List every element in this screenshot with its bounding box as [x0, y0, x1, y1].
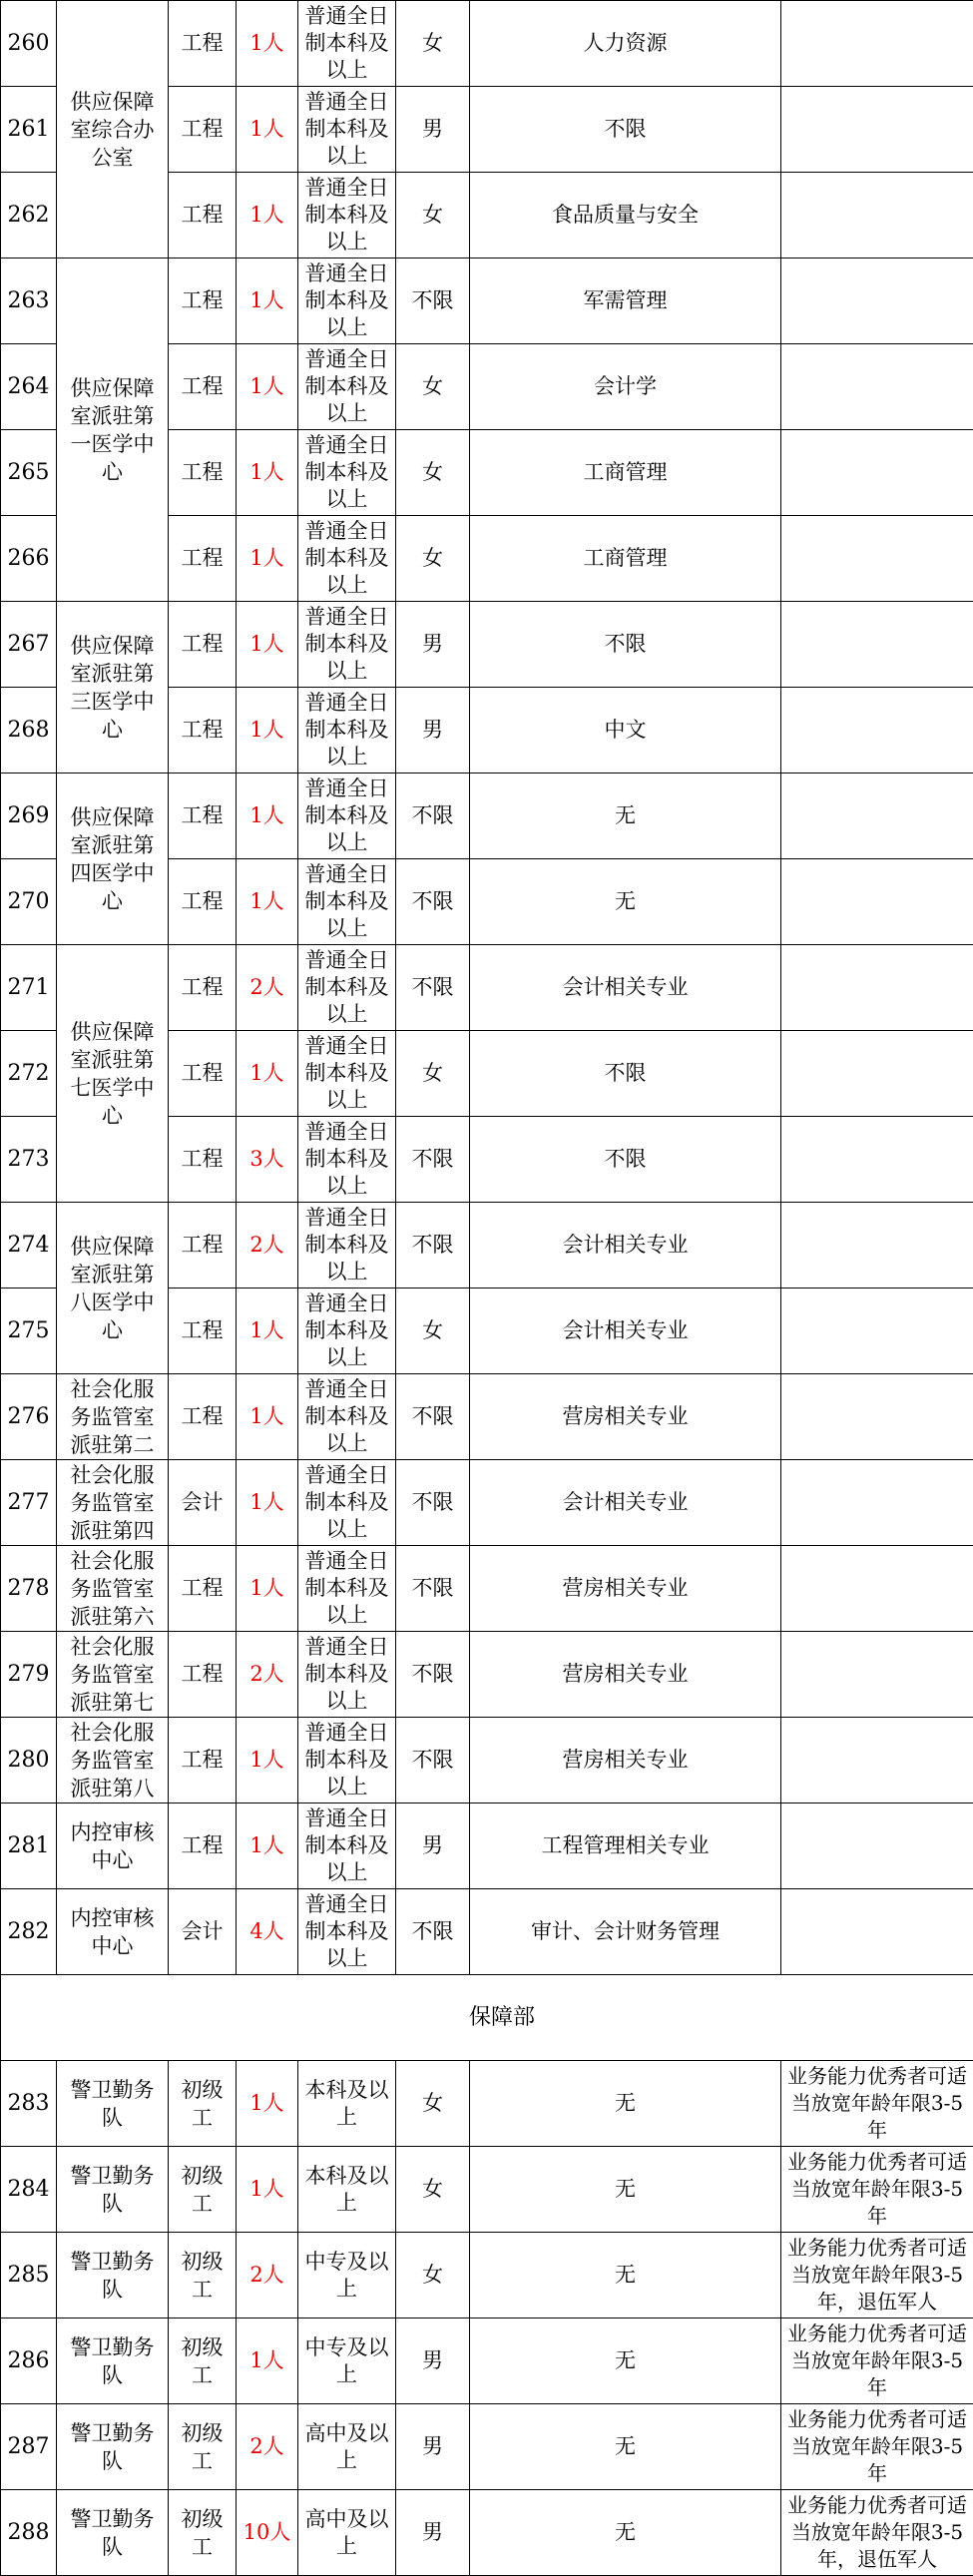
- job-type: 工程: [169, 602, 237, 688]
- gender-requirement: 男: [396, 87, 470, 173]
- headcount: 1人: [237, 859, 298, 945]
- table-row: [1, 1460, 973, 1546]
- department-cell: 供应保障室综合办公室: [57, 1, 169, 258]
- remarks: [781, 773, 973, 859]
- section-row: [1, 1975, 973, 2061]
- major-requirement: 无: [470, 2404, 781, 2490]
- row-number: 268: [1, 688, 57, 773]
- headcount: 1人: [237, 173, 298, 258]
- gender-requirement: 不限: [396, 1460, 470, 1546]
- row-number: 286: [1, 2318, 57, 2404]
- headcount: 1人: [237, 2147, 298, 2233]
- job-type: 工程: [169, 1546, 237, 1632]
- row-number: 274: [1, 1203, 57, 1288]
- row-number: 267: [1, 602, 57, 688]
- row-number: 269: [1, 773, 57, 859]
- education-requirement: 普通全日制本科及以上: [298, 1803, 396, 1889]
- row-number: 264: [1, 344, 57, 430]
- job-type: 工程: [169, 344, 237, 430]
- education-requirement: 普通全日制本科及以上: [298, 1889, 396, 1975]
- table-row: [1, 1632, 973, 1718]
- education-requirement: 普通全日制本科及以上: [298, 258, 396, 344]
- table-row: [1, 945, 973, 1031]
- gender-requirement: 女: [396, 1, 470, 87]
- headcount: 1人: [237, 602, 298, 688]
- education-requirement: 本科及以上: [298, 2061, 396, 2147]
- table-row: [1, 1546, 973, 1632]
- remarks: [781, 516, 973, 602]
- gender-requirement: 男: [396, 602, 470, 688]
- headcount: 1人: [237, 1, 298, 87]
- major-requirement: 会计学: [470, 344, 781, 430]
- major-requirement: 无: [470, 2318, 781, 2404]
- major-requirement: 不限: [470, 1117, 781, 1203]
- department-cell: 社会化服务监管室派驻第六: [57, 1546, 169, 1632]
- job-type: 工程: [169, 1803, 237, 1889]
- row-number: 261: [1, 87, 57, 173]
- major-requirement: 审计、会计财务管理: [470, 1889, 781, 1975]
- gender-requirement: 女: [396, 430, 470, 516]
- gender-requirement: 女: [396, 344, 470, 430]
- headcount: 1人: [237, 688, 298, 773]
- education-requirement: 普通全日制本科及以上: [298, 516, 396, 602]
- major-requirement: 营房相关专业: [470, 1374, 781, 1460]
- row-number: 275: [1, 1288, 57, 1374]
- headcount: 10人: [237, 2490, 298, 2576]
- remarks: [781, 1117, 973, 1203]
- remarks: [781, 1889, 973, 1975]
- gender-requirement: 不限: [396, 1203, 470, 1288]
- remarks: [781, 1374, 973, 1460]
- major-requirement: 工商管理: [470, 516, 781, 602]
- education-requirement: 普通全日制本科及以上: [298, 1117, 396, 1203]
- education-requirement: 本科及以上: [298, 2147, 396, 2233]
- table-row: [1, 1203, 973, 1288]
- row-number: 271: [1, 945, 57, 1031]
- remarks: 业务能力优秀者可适当放宽年龄年限3-5年: [781, 2404, 973, 2490]
- job-type: 工程: [169, 945, 237, 1031]
- gender-requirement: 不限: [396, 1546, 470, 1632]
- headcount: 1人: [237, 87, 298, 173]
- remarks: [781, 344, 973, 430]
- education-requirement: 普通全日制本科及以上: [298, 1718, 396, 1803]
- education-requirement: 普通全日制本科及以上: [298, 344, 396, 430]
- table-row: [1, 2061, 973, 2147]
- gender-requirement: 男: [396, 2490, 470, 2576]
- department-cell: 警卫勤务队: [57, 2490, 169, 2576]
- remarks: [781, 602, 973, 688]
- gender-requirement: 不限: [396, 773, 470, 859]
- department-cell: 内控审核中心: [57, 1889, 169, 1975]
- major-requirement: 会计相关专业: [470, 1203, 781, 1288]
- job-type: 工程: [169, 1632, 237, 1718]
- department-cell: 警卫勤务队: [57, 2061, 169, 2147]
- major-requirement: 不限: [470, 87, 781, 173]
- job-type: 工程: [169, 1117, 237, 1203]
- table-row: [1, 1803, 973, 1889]
- remarks: [781, 1203, 973, 1288]
- job-type: 工程: [169, 1031, 237, 1117]
- major-requirement: 工程管理相关专业: [470, 1803, 781, 1889]
- table-row: [1, 1718, 973, 1803]
- major-requirement: 无: [470, 859, 781, 945]
- gender-requirement: 不限: [396, 945, 470, 1031]
- headcount: 1人: [237, 1288, 298, 1374]
- education-requirement: 普通全日制本科及以上: [298, 430, 396, 516]
- education-requirement: 普通全日制本科及以上: [298, 859, 396, 945]
- gender-requirement: 男: [396, 688, 470, 773]
- job-type: 会计: [169, 1460, 237, 1546]
- education-requirement: 普通全日制本科及以上: [298, 173, 396, 258]
- headcount: 2人: [237, 2404, 298, 2490]
- job-type: 初级工: [169, 2061, 237, 2147]
- job-type: 工程: [169, 1, 237, 87]
- remarks: 业务能力优秀者可适当放宽年龄年限3-5年: [781, 2147, 973, 2233]
- gender-requirement: 女: [396, 2061, 470, 2147]
- table-row: [1, 2233, 973, 2318]
- education-requirement: 普通全日制本科及以上: [298, 1632, 396, 1718]
- row-number: 278: [1, 1546, 57, 1632]
- major-requirement: 无: [470, 2490, 781, 2576]
- major-requirement: 不限: [470, 602, 781, 688]
- remarks: [781, 1288, 973, 1374]
- table-row: [1, 1889, 973, 1975]
- gender-requirement: 女: [396, 1031, 470, 1117]
- education-requirement: 普通全日制本科及以上: [298, 1288, 396, 1374]
- headcount: 1人: [237, 516, 298, 602]
- job-type: 初级工: [169, 2490, 237, 2576]
- department-cell: 供应保障室派驻第一医学中心: [57, 258, 169, 602]
- remarks: 业务能力优秀者可适当放宽年龄年限3-5年，退伍军人: [781, 2490, 973, 2576]
- row-number: 262: [1, 173, 57, 258]
- education-requirement: 普通全日制本科及以上: [298, 1031, 396, 1117]
- gender-requirement: 女: [396, 516, 470, 602]
- table-row: [1, 2404, 973, 2490]
- gender-requirement: 女: [396, 1288, 470, 1374]
- remarks: [781, 1546, 973, 1632]
- education-requirement: 高中及以上: [298, 2490, 396, 2576]
- gender-requirement: 不限: [396, 1889, 470, 1975]
- department-cell: 警卫勤务队: [57, 2318, 169, 2404]
- education-requirement: 普通全日制本科及以上: [298, 1374, 396, 1460]
- department-cell: 警卫勤务队: [57, 2404, 169, 2490]
- job-type: 工程: [169, 258, 237, 344]
- gender-requirement: 男: [396, 2318, 470, 2404]
- gender-requirement: 男: [396, 2404, 470, 2490]
- section-label: 保障部: [1, 1975, 973, 2061]
- remarks: [781, 1803, 973, 1889]
- job-type: 初级工: [169, 2404, 237, 2490]
- row-number: 277: [1, 1460, 57, 1546]
- headcount: 1人: [237, 2318, 298, 2404]
- headcount: 4人: [237, 1889, 298, 1975]
- major-requirement: 工商管理: [470, 430, 781, 516]
- headcount: 3人: [237, 1117, 298, 1203]
- job-type: 工程: [169, 1374, 237, 1460]
- major-requirement: 中文: [470, 688, 781, 773]
- headcount: 2人: [237, 1632, 298, 1718]
- remarks: [781, 945, 973, 1031]
- table-row: [1, 2318, 973, 2404]
- headcount: 1人: [237, 1546, 298, 1632]
- major-requirement: 无: [470, 2061, 781, 2147]
- remarks: [781, 1718, 973, 1803]
- major-requirement: 会计相关专业: [470, 1288, 781, 1374]
- education-requirement: 普通全日制本科及以上: [298, 688, 396, 773]
- education-requirement: 高中及以上: [298, 2404, 396, 2490]
- major-requirement: 营房相关专业: [470, 1546, 781, 1632]
- department-cell: 警卫勤务队: [57, 2233, 169, 2318]
- remarks: [781, 1, 973, 87]
- remarks: [781, 1460, 973, 1546]
- remarks: 业务能力优秀者可适当放宽年龄年限3-5年，退伍军人: [781, 2233, 973, 2318]
- row-number: 284: [1, 2147, 57, 2233]
- major-requirement: 人力资源: [470, 1, 781, 87]
- headcount: 1人: [237, 1031, 298, 1117]
- remarks: [781, 258, 973, 344]
- department-cell: 供应保障室派驻第四医学中心: [57, 773, 169, 945]
- headcount: 1人: [237, 258, 298, 344]
- department-cell: 社会化服务监管室派驻第四: [57, 1460, 169, 1546]
- department-cell: 供应保障室派驻第八医学中心: [57, 1203, 169, 1374]
- headcount: 2人: [237, 2233, 298, 2318]
- education-requirement: 普通全日制本科及以上: [298, 1203, 396, 1288]
- department-cell: 供应保障室派驻第七医学中心: [57, 945, 169, 1203]
- education-requirement: 普通全日制本科及以上: [298, 87, 396, 173]
- job-type: 工程: [169, 87, 237, 173]
- headcount: 1人: [237, 2061, 298, 2147]
- remarks: [781, 688, 973, 773]
- headcount: 1人: [237, 1374, 298, 1460]
- headcount: 1人: [237, 1460, 298, 1546]
- job-type: 工程: [169, 516, 237, 602]
- row-number: 273: [1, 1117, 57, 1203]
- department-cell: 供应保障室派驻第三医学中心: [57, 602, 169, 773]
- education-requirement: 普通全日制本科及以上: [298, 945, 396, 1031]
- remarks: 业务能力优秀者可适当放宽年龄年限3-5年: [781, 2061, 973, 2147]
- department-cell: 内控审核中心: [57, 1803, 169, 1889]
- education-requirement: 普通全日制本科及以上: [298, 1546, 396, 1632]
- gender-requirement: 不限: [396, 1117, 470, 1203]
- headcount: 1人: [237, 773, 298, 859]
- headcount: 1人: [237, 1803, 298, 1889]
- row-number: 280: [1, 1718, 57, 1803]
- row-number: 281: [1, 1803, 57, 1889]
- headcount: 2人: [237, 1203, 298, 1288]
- job-type: 会计: [169, 1889, 237, 1975]
- remarks: [781, 1632, 973, 1718]
- row-number: 272: [1, 1031, 57, 1117]
- gender-requirement: 女: [396, 173, 470, 258]
- remarks: 业务能力优秀者可适当放宽年龄年限3-5年: [781, 2318, 973, 2404]
- table-row: [1, 602, 973, 688]
- major-requirement: 会计相关专业: [470, 945, 781, 1031]
- row-number: 270: [1, 859, 57, 945]
- table-row: [1, 1, 973, 87]
- education-requirement: 中专及以上: [298, 2318, 396, 2404]
- department-cell: 警卫勤务队: [57, 2147, 169, 2233]
- job-type: 工程: [169, 1203, 237, 1288]
- remarks: [781, 859, 973, 945]
- major-requirement: 食品质量与安全: [470, 173, 781, 258]
- department-cell: 社会化服务监管室派驻第七: [57, 1632, 169, 1718]
- row-number: 282: [1, 1889, 57, 1975]
- headcount: 1人: [237, 1718, 298, 1803]
- gender-requirement: 不限: [396, 258, 470, 344]
- gender-requirement: 不限: [396, 1374, 470, 1460]
- job-type: 初级工: [169, 2147, 237, 2233]
- row-number: 263: [1, 258, 57, 344]
- table-row: [1, 773, 973, 859]
- job-type: 工程: [169, 773, 237, 859]
- remarks: [781, 87, 973, 173]
- table-row: [1, 2147, 973, 2233]
- row-number: 288: [1, 2490, 57, 2576]
- remarks: [781, 430, 973, 516]
- major-requirement: 无: [470, 2233, 781, 2318]
- education-requirement: 普通全日制本科及以上: [298, 1460, 396, 1546]
- job-type: 工程: [169, 430, 237, 516]
- gender-requirement: 男: [396, 1803, 470, 1889]
- gender-requirement: 女: [396, 2147, 470, 2233]
- row-number: 265: [1, 430, 57, 516]
- education-requirement: 普通全日制本科及以上: [298, 602, 396, 688]
- headcount: 2人: [237, 945, 298, 1031]
- major-requirement: 军需管理: [470, 258, 781, 344]
- remarks: [781, 1031, 973, 1117]
- major-requirement: 营房相关专业: [470, 1632, 781, 1718]
- gender-requirement: 不限: [396, 1632, 470, 1718]
- row-number: 276: [1, 1374, 57, 1460]
- row-number: 287: [1, 2404, 57, 2490]
- job-type: 工程: [169, 1288, 237, 1374]
- gender-requirement: 不限: [396, 859, 470, 945]
- job-type: 工程: [169, 173, 237, 258]
- major-requirement: 会计相关专业: [470, 1460, 781, 1546]
- gender-requirement: 不限: [396, 1718, 470, 1803]
- education-requirement: 普通全日制本科及以上: [298, 1, 396, 87]
- row-number: 279: [1, 1632, 57, 1718]
- table-row: [1, 2490, 973, 2576]
- table-row: [1, 258, 973, 344]
- major-requirement: 营房相关专业: [470, 1718, 781, 1803]
- major-requirement: 无: [470, 773, 781, 859]
- major-requirement: 无: [470, 2147, 781, 2233]
- job-type: 初级工: [169, 2318, 237, 2404]
- row-number: 266: [1, 516, 57, 602]
- remarks: [781, 173, 973, 258]
- row-number: 260: [1, 1, 57, 87]
- job-type: 工程: [169, 688, 237, 773]
- department-cell: 社会化服务监管室派驻第二: [57, 1374, 169, 1460]
- headcount: 1人: [237, 344, 298, 430]
- gender-requirement: 女: [396, 2233, 470, 2318]
- job-type: 工程: [169, 859, 237, 945]
- department-cell: 社会化服务监管室派驻第八: [57, 1718, 169, 1803]
- job-type: 初级工: [169, 2233, 237, 2318]
- row-number: 285: [1, 2233, 57, 2318]
- job-type: 工程: [169, 1718, 237, 1803]
- headcount: 1人: [237, 430, 298, 516]
- major-requirement: 不限: [470, 1031, 781, 1117]
- table-row: [1, 1374, 973, 1460]
- education-requirement: 普通全日制本科及以上: [298, 773, 396, 859]
- row-number: 283: [1, 2061, 57, 2147]
- education-requirement: 中专及以上: [298, 2233, 396, 2318]
